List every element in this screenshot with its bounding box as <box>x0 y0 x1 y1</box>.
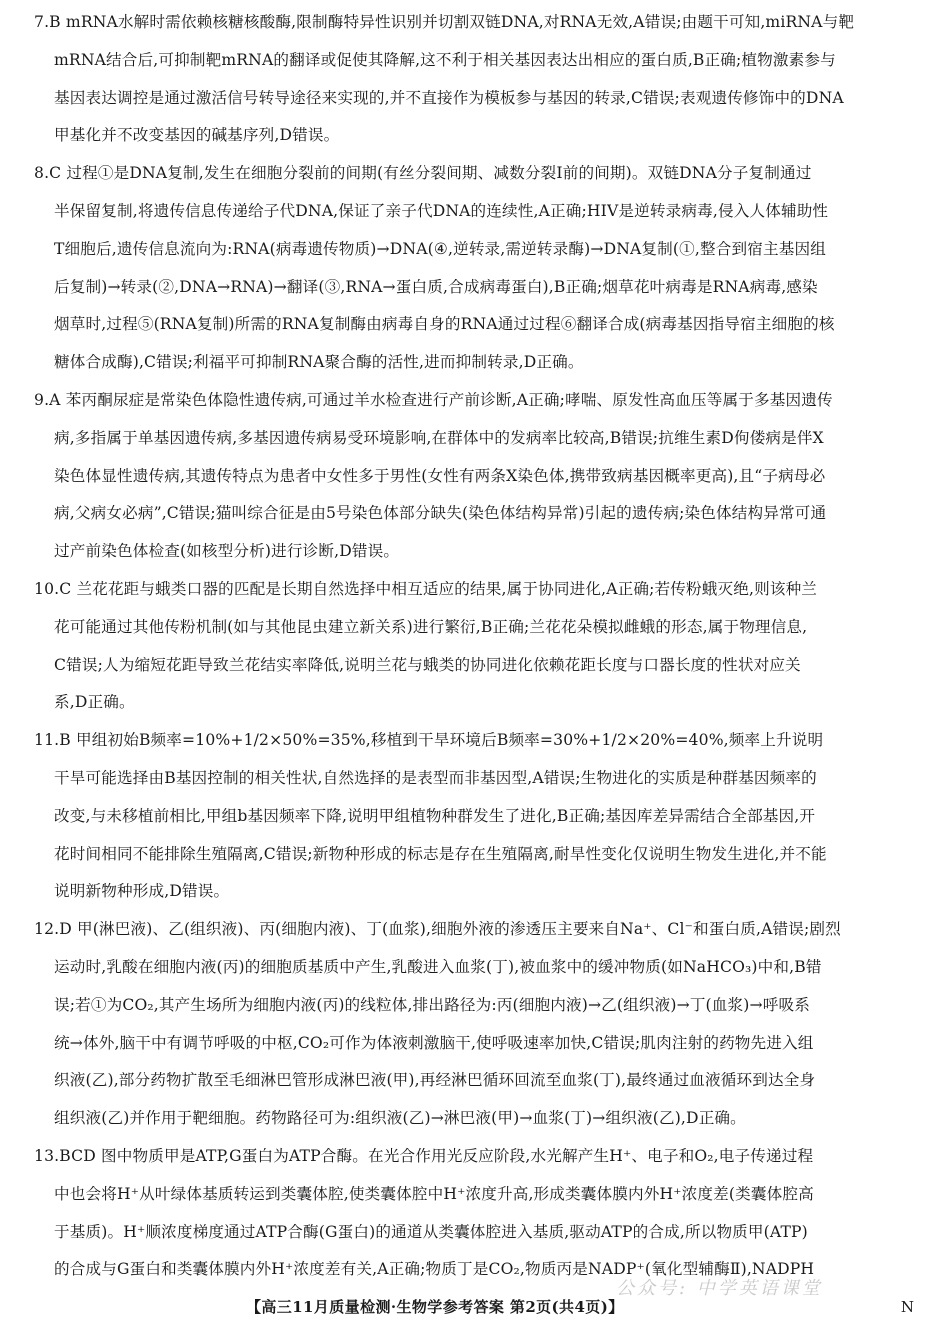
answer-number: 10.C <box>34 579 72 598</box>
answer-text: 染色体显性遗传病,其遗传特点为患者中女性多于男性(女性有两条X染色体,携带致病基因概率更高),且“子病母必 <box>54 466 826 485</box>
answer-line <box>34 911 916 949</box>
answer-line <box>34 987 916 1025</box>
answer-item <box>34 911 916 1138</box>
answer-line <box>34 571 916 609</box>
answer-text: 烟草时,过程⑤(RNA复制)所需的RNA复制酶由病毒自身的RNA通过过程⑥翻译合成(病毒基因指导宿主细胞的核 <box>54 315 835 334</box>
answer-item <box>34 722 916 911</box>
answer-line <box>34 684 916 722</box>
answer-line <box>34 1025 916 1063</box>
answer-item <box>34 1138 916 1289</box>
answer-text: 于基质)。H⁺顺浓度梯度通过ATP合酶(G蛋白)的通道从类囊体腔进入基质,驱动ATP的合成,所以物质甲(ATP) <box>54 1222 808 1241</box>
answer-text: 甲(淋巴液)、乙(组织液)、丙(细胞内液)、丁(血浆),细胞外液的渗透压主要来自Na⁺、Cl⁻和蛋白质,A错误;剧烈 <box>71 920 841 939</box>
answer-line <box>34 1100 916 1138</box>
answer-text: 统→体外,脑干中有调节呼吸的中枢,CO₂可作为体液刺激脑干,使呼吸速率加快,C错误;肌肉注射的药物先进入组 <box>54 1033 814 1052</box>
page-footer <box>0 1292 950 1320</box>
answer-line <box>34 949 916 987</box>
answer-text: T细胞后,遗传信息流向为:RNA(病毒遗传物质)→DNA(④,逆转录,需逆转录酶)→DNA复制(①,整合到宿主基因组 <box>54 239 826 258</box>
answer-line <box>34 1138 916 1176</box>
answer-text: 苯丙酮尿症是常染色体隐性遗传病,可通过羊水检查进行产前诊断,A正确;哮喘、原发性高血压等属于多基因遗传 <box>60 390 833 409</box>
answer-line <box>34 420 916 458</box>
answer-number: 7.B <box>34 13 61 31</box>
answer-text: mRNA水解时需依赖核糖核酸酶,限制酶特异性识别并切割双链DNA,对RNA无效,A错误;由题干可知,miRNA与靶 <box>60 13 855 31</box>
answer-item <box>34 382 916 571</box>
answer-line <box>34 306 916 344</box>
answer-text: 病,多指属于单基因遗传病,多基因遗传病易受环境影响,在群体中的发病率比较高,B错误;抗维生素D佝偻病是伴X <box>54 428 824 447</box>
answer-text: 图中物质甲是ATP,G蛋白为ATP合酶。在光合作用光反应阶段,水光解产生H⁺、电子和O₂,电子传递过程 <box>95 1146 814 1165</box>
answer-line <box>34 798 916 836</box>
answer-text: 病,父病女必病”,C错误;猫叫综合征是由5号染色体部分缺失(染色体结构异常)引起的遗传病;染色体结构异常可通 <box>54 504 827 523</box>
answer-line <box>34 1214 916 1252</box>
answer-line <box>34 382 916 420</box>
answer-line <box>34 458 916 496</box>
answer-number: 13.BCD <box>34 1146 96 1165</box>
footer-mark: N <box>900 1298 914 1316</box>
answer-item <box>34 4 916 155</box>
answer-line <box>34 231 916 269</box>
answer-line <box>34 117 916 155</box>
answer-text: 花可能通过其他传粉机制(如与其他昆虫建立新关系)进行繁衍,B正确;兰花花朵模拟雌蛾的形态,属于物理信息, <box>54 617 808 636</box>
answer-text: C错误;人为缩短花距导致兰花结实率降低,说明兰花与蛾类的协同进化依赖花距长度与口器长度的性状对应关 <box>54 655 801 674</box>
answer-item <box>34 155 916 382</box>
answer-line <box>34 836 916 874</box>
answer-text: 组织液(乙)并作用于靶细胞。药物路径可为:组织液(乙)→淋巴液(甲)→血浆(丁)→组织液(乙),D正确。 <box>54 1109 746 1128</box>
answer-line <box>34 647 916 685</box>
answer-text: mRNA结合后,可抑制靶mRNA的翻译或促使其降解,这不利于相关基因表达出相应的蛋白质,B正确;植物激素参与 <box>54 50 836 69</box>
answer-text: 兰花花距与蛾类口器的匹配是长期自然选择中相互适应的结果,属于协同进化,A正确;若传粉蛾灭绝,则该种兰 <box>71 579 818 598</box>
answer-body <box>34 4 916 1289</box>
answer-text: 干旱可能选择由B基因控制的相关性状,自然选择的是表型而非基因型,A错误;生物进化的实质是种群基因频率的 <box>54 768 817 787</box>
answer-text: 改变,与未移植前相比,甲组b基因频率下降,说明甲组植物种群发生了进化,B正确;基因库差异需结合全部基因,开 <box>54 806 816 825</box>
answer-text: 甲组初始B频率=10%+1/2×50%=35%,移植到干旱环境后B频率=30%+1/2×20%=40%,频率上升说明 <box>70 731 824 750</box>
answer-line <box>34 1062 916 1100</box>
answer-line <box>34 533 916 571</box>
answer-line <box>34 873 916 911</box>
answer-line <box>34 193 916 231</box>
answer-line <box>34 344 916 382</box>
answer-line <box>34 4 916 42</box>
answer-line <box>34 722 916 760</box>
watermark: 公众号: 中学英语课堂 <box>616 1278 823 1299</box>
answer-text: 甲基化并不改变基因的碱基序列,D错误。 <box>54 126 340 145</box>
answer-line <box>34 760 916 798</box>
answer-text: 花时间相同不能排除生殖隔离,C错误;新物种形成的标志是存在生殖隔离,耐旱性变化仅说明生物发生进化,并不能 <box>54 844 827 863</box>
answer-text: 系,D正确。 <box>54 693 135 712</box>
answer-line <box>34 42 916 80</box>
answer-number: 9.A <box>34 390 61 409</box>
answer-line <box>34 80 916 118</box>
answer-text: 织液(乙),部分药物扩散至毛细淋巴管形成淋巴液(甲),再经淋巴循环回流至血浆(丁),最终通过血液循环到达全身 <box>54 1071 816 1090</box>
answer-line <box>34 1176 916 1214</box>
answer-text: 中也会将H⁺从叶绿体基质转运到类囊体腔,使类囊体腔中H⁺浓度升高,形成类囊体膜内外H⁺浓度差(类囊体腔高 <box>54 1184 814 1203</box>
answer-number: 11.B <box>34 731 71 750</box>
answer-line <box>34 155 916 193</box>
answer-item <box>34 571 916 722</box>
answer-line <box>34 495 916 533</box>
answer-text: 半保留复制,将遗传信息传递给子代DNA,保证了亲子代DNA的连续性,A正确;HIV是逆转录病毒,侵入人体辅助性 <box>54 201 829 220</box>
footer-title: 【高三11月质量检测·生物学参考答案 第2页(共4页)】 <box>246 1298 624 1316</box>
answer-text: 的合成与G蛋白和类囊体膜内外H⁺浓度差有关,A正确;物质丁是CO₂,物质丙是NADP⁺(氧化型辅酶Ⅱ),NADPH <box>54 1260 815 1279</box>
answer-text: 过程①是DNA复制,发生在细胞分裂前的间期(有丝分裂间期、减数分裂Ⅰ前的间期)。双链DNA分子复制通过 <box>61 164 812 183</box>
answer-number: 12.D <box>34 920 72 939</box>
answer-number: 8.C <box>34 164 62 183</box>
answer-text: 基因表达调控是通过激活信号转导途径来实现的,并不直接作为模板参与基因的转录,C错误;表观遗传修饰中的DNA <box>54 88 844 107</box>
answer-text: 说明新物种形成,D错误。 <box>54 882 230 901</box>
answer-text: 糖体合成酶),C错误;利福平可抑制RNA聚合酶的活性,进而抑制转录,D正确。 <box>54 353 584 372</box>
answer-text: 运动时,乳酸在细胞内液(丙)的细胞质基质中产生,乳酸进入血浆(丁),被血浆中的缓冲物质(如NaHCO₃)中和,B错 <box>54 957 822 976</box>
answer-line <box>34 269 916 307</box>
answer-text: 过产前染色体检查(如核型分析)进行诊断,D错误。 <box>54 542 400 561</box>
answer-text: 误;若①为CO₂,其产生场所为细胞内液(丙)的线粒体,排出路径为:丙(细胞内液)→乙(组织液)→丁(血浆)→呼吸系 <box>54 995 810 1014</box>
answer-text: 后复制)→转录(②,DNA→RNA)→翻译(③,RNA→蛋白质,合成病毒蛋白),B正确;烟草花叶病毒是RNA病毒,感染 <box>54 277 818 296</box>
answer-line <box>34 609 916 647</box>
